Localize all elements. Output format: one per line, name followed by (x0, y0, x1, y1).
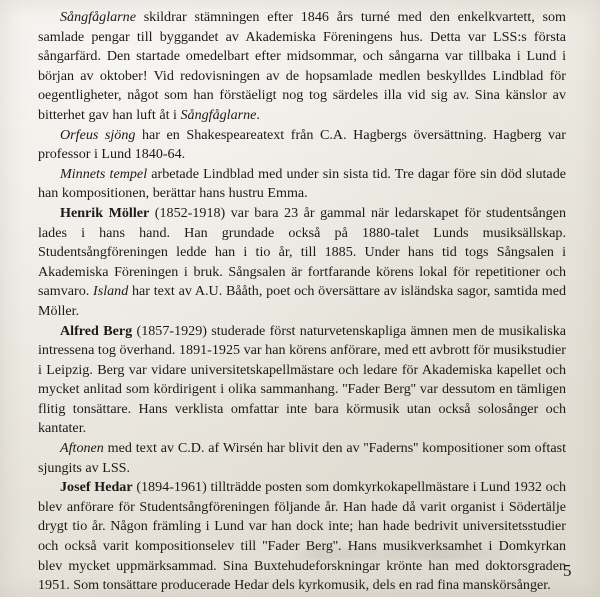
text-run: arbetade Lindblad med under sin sista tid. Tre dagar före sin död slutade han kompositionen, berättar hans hustru Emma. (38, 165, 566, 202)
italic-text-run: Minnets tempel (60, 165, 148, 182)
text-run: med text av C.D. af Wirsén har blivit den av ''Faderns'' kompositioner som oftast sjungits av LSS. (38, 440, 566, 476)
bold-name-run: Josef Hedar (60, 479, 133, 496)
italic-text-run: Orfeus sjöng (60, 126, 136, 143)
paragraph (38, 439, 566, 478)
italic-text-run: Sångfåglarne (60, 9, 136, 25)
paragraph (38, 204, 566, 322)
bold-name-run: Alfred Berg (60, 322, 133, 339)
paragraph (38, 8, 566, 126)
italic-text-run: Sångfåglarne (180, 106, 257, 123)
text-run: . (256, 106, 260, 123)
page-number: 5 (563, 561, 572, 580)
bold-name-run: Henrik Möller (60, 204, 150, 221)
paragraph (38, 478, 566, 596)
text-run: (1894-1961) tillträdde posten som domkyrkokapellmästare i Lund 1932 och blev anförare för Studentsångföreningen följande år. Han hade då varit organist i Södertälje drygt tio år. Någon främling i Lund var han dock inte; han hade bedrivit universitetsstudier och också varit kompositionselev till ''Fader Berg''. Hans musikverksamhet i Domkyrkan blev mycket uppmärksammad. Sina Buxtehudeforskningar krönte han med doktorsgraden 1951. Som tonsättare producerade Hedar dels kyrkomusik, dels en rad fina manskörsånger. (38, 479, 566, 594)
text-run: har text av A.U. Bååth, poet och översättare av isländska sagor, samtida med Möller. (38, 283, 566, 319)
paragraph (38, 126, 566, 165)
italic-text-run: Aftonen (60, 440, 104, 457)
paragraph (38, 165, 566, 204)
italic-text-run: Island (93, 283, 129, 300)
text-run: (1852-1918) var bara 23 år gammal när ledarskapet för studentsången lades i hans hand. Han grundade också på 1880-talet Lunds musiksällskap. Studentsångföreningen ledde han i tio år, till 1885. Under hans tid togs Sångsalen i Akademiska Föreningen i bruk. Sångsalen är fortfarande körens lokal för repetitioner och samvaro. (38, 204, 567, 300)
paragraph (38, 322, 566, 440)
text-run: (1857-1929) studerade först naturvetenskapliga ämnen men de musikaliska intressena tog överhand. 1891-1925 var han körens anförare, med ett avbrott för musikstudier i Leipzig. Berg var vidare universitetskapellmästare och ledare för Akademiska kapellet och mycket anlitad som kördirigent i olika sammanhang. ''Fader Berg'' var dessutom en tämligen flitig tonsättare. Hans verklista omfattar inte bara körmusik utan också solosånger och kantater. (38, 322, 566, 437)
text-run: skildrar stämningen efter 1846 års turné med den enkelkvartett, som samlade pengar till byggandet av Akademiska Föreningens hus. Detta var LSS:s första sångarfärd. Den startade omedelbart efter midsommar, och sångarna var tillbaka i Lund i början av oktober! Vid redovisningen av de hopsamlade medlen beskylldes Lindblad för oegentligheter, något som han förstäeligt nog tog särdeles illa vid sig av. Sina känslor av bitterhet gav han luft åt i (38, 9, 566, 123)
page-body-text (38, 8, 566, 596)
text-run: har en Shakespeareatext från C.A. Hagbergs översättning. Hagberg var professor i Lund 1840-64. (38, 126, 566, 163)
